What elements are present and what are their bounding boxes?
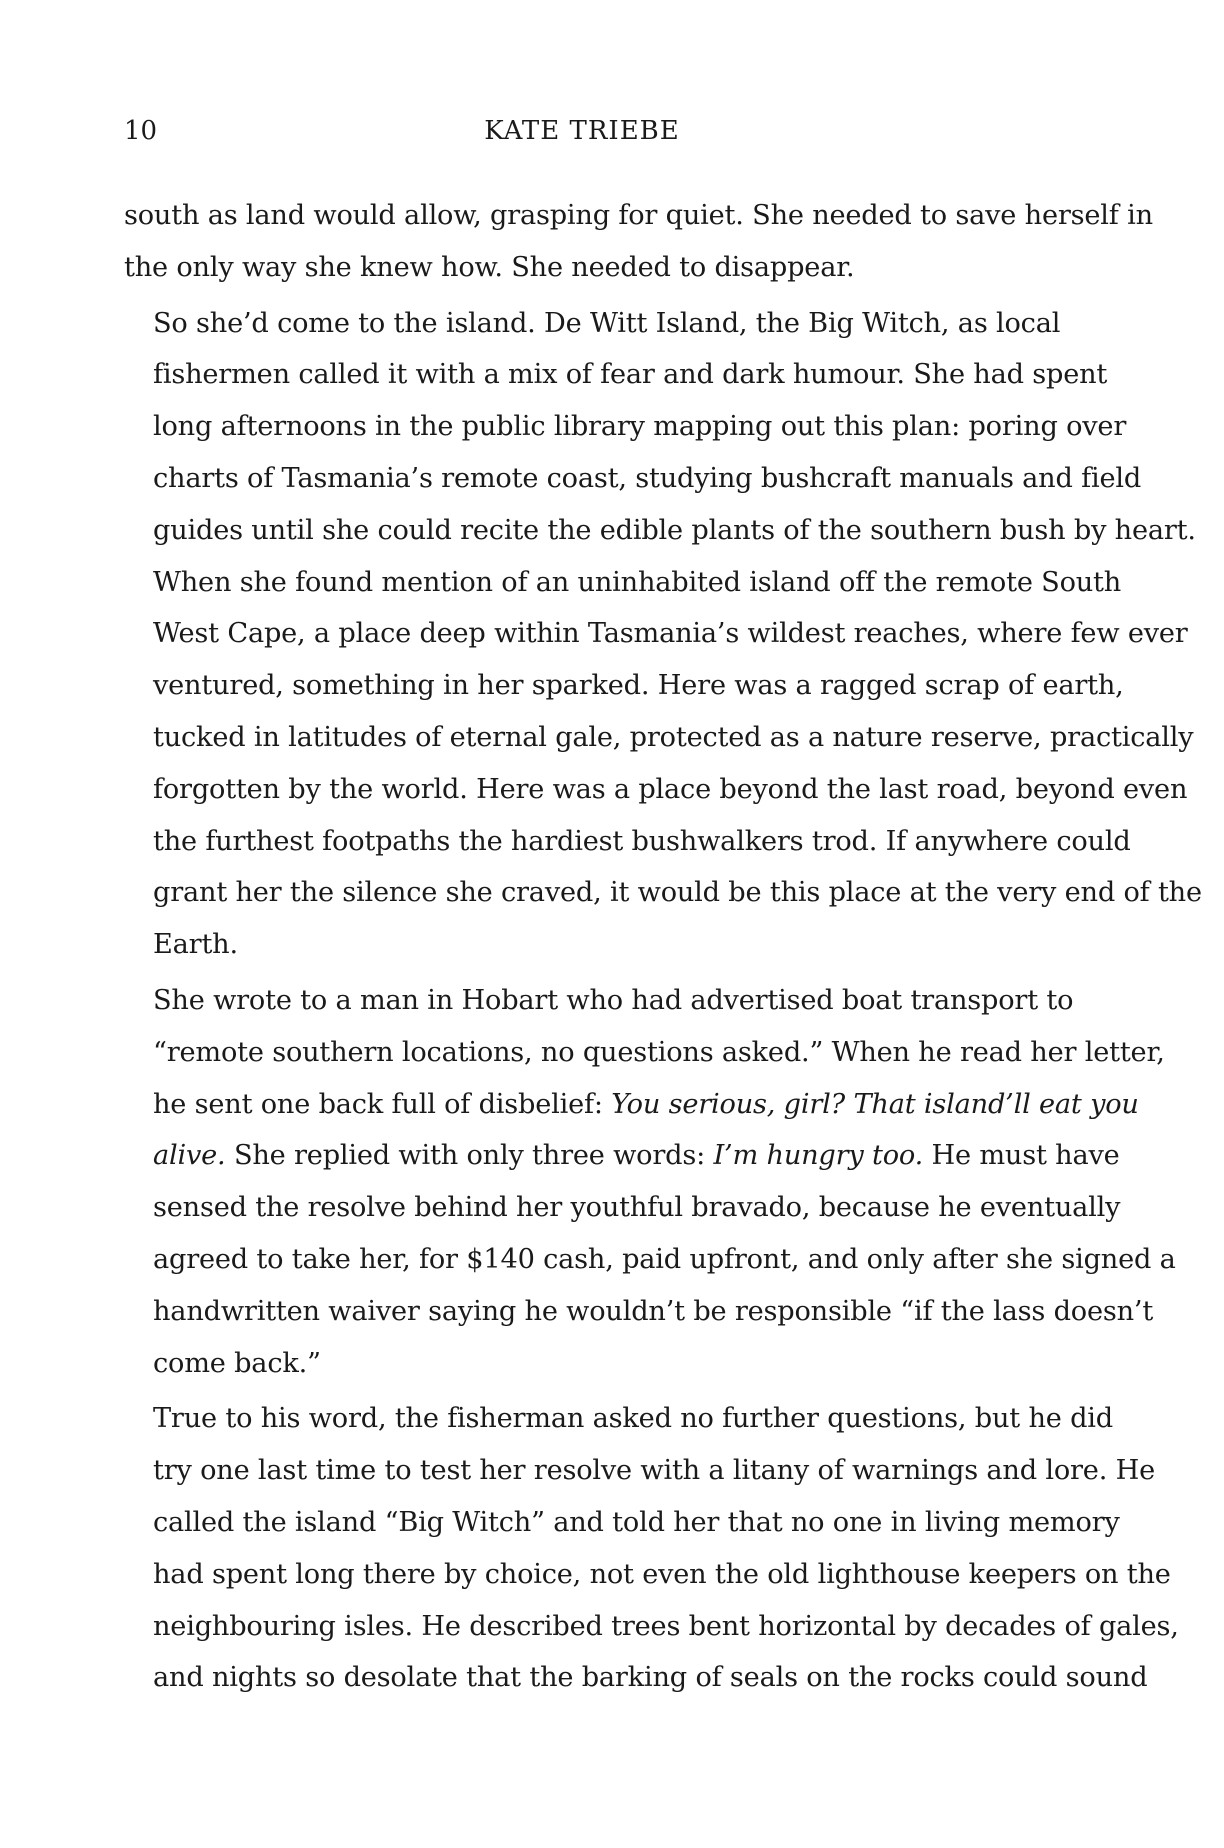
text-line: sensed the resolve behind her youthful bravado, because he eventually xyxy=(153,1192,1121,1224)
text-line: ventured, something in her sparked. Here was a ragged scrap of earth, xyxy=(153,670,1124,702)
text-line: charts of Tasmania’s remote coast, studying bushcraft manuals and field xyxy=(153,462,1142,494)
text-line: the furthest footpaths the hardiest bushwalkers trod. If anywhere could xyxy=(153,825,1131,857)
text-line: forgotten by the world. Here was a place beyond the last road, beyond even xyxy=(153,773,1188,805)
text-line: agreed to take her, for $140 cash, paid upfront, and only after she signed a xyxy=(153,1243,1176,1275)
text-line: True to his word, the fisherman asked no further questions, but he did xyxy=(153,1403,1113,1435)
italic-text: I’m hungry too. xyxy=(713,1140,924,1172)
text-line: alive. She replied with only three words: I’m hungry too. He must have xyxy=(153,1140,1120,1172)
text-line: grant her the silence she craved, it would be this place at the very end of the xyxy=(153,877,1202,909)
text-line: She wrote to a man in Hobart who had advertised boat transport to xyxy=(153,984,1074,1016)
text-line: and nights so desolate that the barking of seals on the rocks could sound xyxy=(153,1662,1148,1694)
body-text xyxy=(124,190,1202,1708)
text-line: south as land would allow, grasping for quiet. She needed to save herself in xyxy=(124,200,1153,231)
text-line: handwritten waiver saying he wouldn’t be responsible “if the lass doesn’t xyxy=(153,1295,1154,1327)
text-line: So she’d come to the island. De Witt Island, the Big Witch, as local xyxy=(153,307,1061,339)
paragraph xyxy=(124,298,1202,971)
paragraph xyxy=(124,190,1153,294)
text-line: West Cape, a place deep within Tasmania’s wildest reaches, where few ever xyxy=(153,618,1188,650)
text-line: called the island “Big Witch” and told her that no one in living memory xyxy=(153,1506,1120,1538)
text-line: the only way she knew how. She needed to disappear. xyxy=(124,251,855,283)
running-title: KATE TRIEBE xyxy=(484,116,680,146)
text-line: When she found mention of an uninhabited island off the remote South xyxy=(153,566,1122,598)
text-line: tucked in latitudes of eternal gale, protected as a nature reserve, practically xyxy=(153,721,1194,753)
text-line: try one last time to test her resolve with a litany of warnings and lore. He xyxy=(153,1455,1155,1487)
text-line: guides until she could recite the edible plants of the southern bush by heart. xyxy=(153,514,1196,546)
text-line: “remote southern locations, no questions asked.” When he read her letter, xyxy=(153,1036,1165,1068)
text-line: come back.” xyxy=(153,1347,321,1379)
running-head xyxy=(124,113,1040,149)
italic-text: You serious, girl? That island’ll eat you xyxy=(611,1088,1139,1120)
text-line: he sent one back full of disbelief: You serious, girl? That island’ll eat you xyxy=(153,1088,1139,1120)
text-line: long afternoons in the public library mapping out this plan: poring over xyxy=(153,411,1127,443)
text-line: fishermen called it with a mix of fear and dark humour. She had spent xyxy=(153,359,1108,391)
paragraph xyxy=(124,975,1176,1389)
page-number: 10 xyxy=(124,116,158,146)
text-line: Earth. xyxy=(153,929,238,961)
paragraph xyxy=(124,1393,1179,1704)
text-line: neighbouring isles. He described trees bent horizontal by decades of gales, xyxy=(153,1610,1179,1642)
text-line: had spent long there by choice, not even the old lighthouse keepers on the xyxy=(153,1558,1171,1590)
italic-text: alive. xyxy=(153,1140,226,1172)
